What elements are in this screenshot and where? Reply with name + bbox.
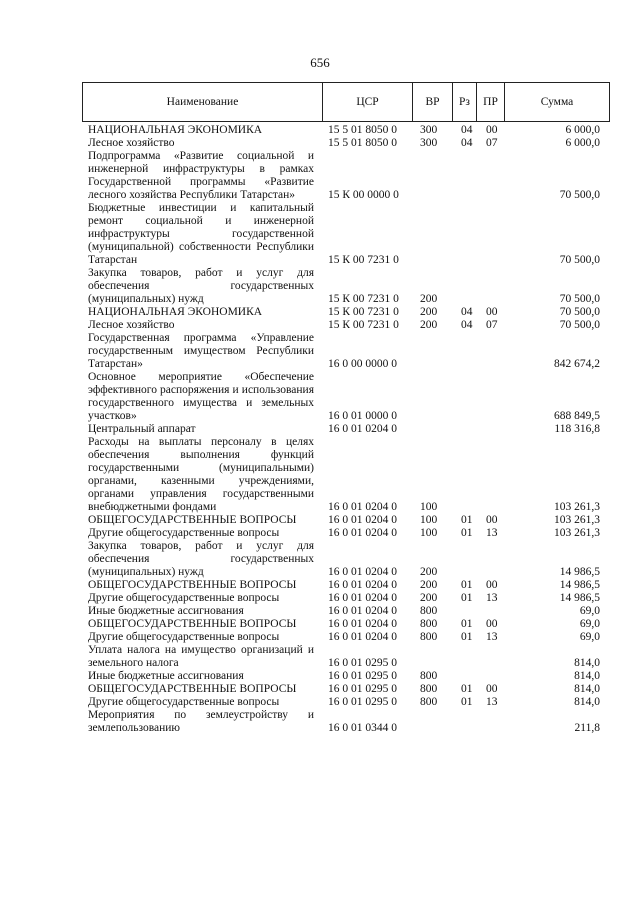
row-name: Подпрограмма «Развитие социальной и инженерной инфраструктуры в рамках Государственной программы «Развитие лесного хозяйства Республики Татарстан» xyxy=(88,150,314,201)
row-sum: 103 261,3 xyxy=(554,514,600,526)
row-name: Другие общегосударственные вопросы xyxy=(88,592,280,604)
row-pr: 00 xyxy=(486,579,498,591)
row-sum: 6 000,0 xyxy=(565,137,600,149)
header-rz: Рз xyxy=(453,83,477,121)
table-row xyxy=(88,527,600,540)
row-sum: 70 500,0 xyxy=(559,254,600,266)
row-csr: 15 5 01 8050 0 xyxy=(328,124,397,136)
row-sum: 814,0 xyxy=(574,670,600,682)
row-sum: 70 500,0 xyxy=(559,189,600,201)
row-pr: 13 xyxy=(486,527,498,539)
row-rz: 01 xyxy=(461,618,473,630)
row-rz: 01 xyxy=(461,579,473,591)
table-row xyxy=(88,332,600,371)
row-csr: 15 К 00 7231 0 xyxy=(328,293,399,305)
row-name: Государственная программа «Управление государственным имуществом Республики Татарстан» xyxy=(88,332,314,370)
row-csr: 16 0 01 0000 0 xyxy=(328,410,397,422)
row-vr: 800 xyxy=(420,631,438,643)
row-sum: 69,0 xyxy=(579,631,600,643)
row-sum: 14 986,5 xyxy=(559,592,600,604)
row-csr: 15 К 00 0000 0 xyxy=(328,189,399,201)
row-csr: 16 0 01 0295 0 xyxy=(328,657,397,669)
row-csr: 16 0 01 0204 0 xyxy=(328,618,397,630)
row-name: Другие общегосударственные вопросы xyxy=(88,631,280,643)
row-name: ОБЩЕГОСУДАРСТВЕННЫЕ ВОПРОСЫ xyxy=(88,618,297,630)
row-csr: 15 К 00 7231 0 xyxy=(328,306,399,318)
header-vr: ВР xyxy=(413,83,453,121)
row-csr: 16 0 01 0204 0 xyxy=(328,501,397,513)
table-row xyxy=(88,319,600,332)
row-name: Центральный аппарат xyxy=(88,423,196,435)
row-csr: 16 0 01 0204 0 xyxy=(328,592,397,604)
row-sum: 103 261,3 xyxy=(554,527,600,539)
row-name: Лесное хозяйство xyxy=(88,319,175,331)
table-row xyxy=(88,124,600,137)
row-vr: 200 xyxy=(420,319,438,331)
row-rz: 01 xyxy=(461,696,473,708)
row-csr: 16 0 01 0204 0 xyxy=(328,514,397,526)
row-pr: 00 xyxy=(486,124,498,136)
table-row xyxy=(88,150,600,202)
row-vr: 100 xyxy=(420,501,438,513)
table-body xyxy=(88,124,600,735)
row-vr: 800 xyxy=(420,696,438,708)
row-csr: 16 0 01 0204 0 xyxy=(328,566,397,578)
row-rz: 01 xyxy=(461,592,473,604)
row-vr: 200 xyxy=(420,306,438,318)
row-name: ОБЩЕГОСУДАРСТВЕННЫЕ ВОПРОСЫ xyxy=(88,683,297,695)
row-csr: 16 0 01 0204 0 xyxy=(328,527,397,539)
header-pr: ПР xyxy=(477,83,505,121)
table-row xyxy=(88,709,600,735)
row-sum: 6 000,0 xyxy=(565,124,600,136)
table-row xyxy=(88,618,600,631)
row-pr: 00 xyxy=(486,683,498,695)
row-sum: 814,0 xyxy=(574,657,600,669)
row-rz: 01 xyxy=(461,527,473,539)
row-rz: 04 xyxy=(461,319,473,331)
row-name: Мероприятия по землеустройству и землепользованию xyxy=(88,709,314,734)
row-vr: 200 xyxy=(420,592,438,604)
row-name: НАЦИОНАЛЬНАЯ ЭКОНОМИКА xyxy=(88,124,263,136)
row-rz: 01 xyxy=(461,631,473,643)
row-name: ОБЩЕГОСУДАРСТВЕННЫЕ ВОПРОСЫ xyxy=(88,579,297,591)
header-sum: Сумма xyxy=(540,96,574,108)
page-number: 656 xyxy=(310,55,330,70)
header-csr: ЦСР xyxy=(323,83,413,121)
row-vr: 800 xyxy=(420,670,438,682)
row-csr: 16 0 01 0204 0 xyxy=(328,423,397,435)
row-vr: 100 xyxy=(420,514,438,526)
row-sum: 842 674,2 xyxy=(554,358,600,370)
row-sum: 688 849,5 xyxy=(554,410,600,422)
table-row xyxy=(88,514,600,527)
table-row xyxy=(88,267,600,306)
row-sum: 69,0 xyxy=(579,618,600,630)
table-row xyxy=(88,423,600,436)
row-pr: 13 xyxy=(486,696,498,708)
row-csr: 15 К 00 7231 0 xyxy=(328,254,399,266)
table-row xyxy=(88,644,600,670)
row-name: Основное мероприятие «Обеспечение эффективного распоряжения и использования государственного имущества и земельных участков» xyxy=(88,371,314,422)
row-rz: 04 xyxy=(461,124,473,136)
row-csr: 16 0 01 0295 0 xyxy=(328,683,397,695)
table-row xyxy=(88,579,600,592)
table-row xyxy=(88,605,600,618)
row-sum: 70 500,0 xyxy=(559,293,600,305)
table-row xyxy=(88,371,600,423)
table-row xyxy=(88,436,600,514)
row-sum: 14 986,5 xyxy=(559,579,600,591)
row-csr: 16 0 01 0295 0 xyxy=(328,696,397,708)
row-vr: 800 xyxy=(420,683,438,695)
row-name: Другие общегосударственные вопросы xyxy=(88,527,280,539)
table-row xyxy=(88,306,600,319)
row-pr: 13 xyxy=(486,592,498,604)
row-pr: 00 xyxy=(486,514,498,526)
row-sum: 814,0 xyxy=(574,683,600,695)
row-vr: 800 xyxy=(420,605,438,617)
row-sum: 814,0 xyxy=(574,696,600,708)
table-row xyxy=(88,202,600,267)
row-name: Закупка товаров, работ и услуг для обеспечения государственных (муниципальных) нужд xyxy=(88,267,314,305)
row-pr: 00 xyxy=(486,618,498,630)
row-rz: 04 xyxy=(461,306,473,318)
row-vr: 300 xyxy=(420,137,438,149)
row-pr: 00 xyxy=(486,306,498,318)
row-sum: 70 500,0 xyxy=(559,319,600,331)
table-row xyxy=(88,137,600,150)
row-sum: 69,0 xyxy=(579,605,600,617)
row-sum: 103 261,3 xyxy=(554,501,600,513)
row-rz: 04 xyxy=(461,137,473,149)
row-name: Лесное хозяйство xyxy=(88,137,175,149)
row-pr: 13 xyxy=(486,631,498,643)
row-name: Бюджетные инвестиции и капитальный ремонт социальной и инженерной инфраструктуры государственной (муниципальной) собственности Республики Татарстан xyxy=(88,202,314,266)
table-header xyxy=(82,82,610,122)
row-name: Иные бюджетные ассигнования xyxy=(88,670,244,682)
row-vr: 200 xyxy=(420,566,438,578)
row-name: Уплата налога на имущество организаций и земельного налога xyxy=(88,644,314,669)
row-vr: 200 xyxy=(420,293,438,305)
row-pr: 07 xyxy=(486,137,498,149)
row-sum: 70 500,0 xyxy=(559,306,600,318)
row-vr: 300 xyxy=(420,124,438,136)
row-name: НАЦИОНАЛЬНАЯ ЭКОНОМИКА xyxy=(88,306,263,318)
table-row xyxy=(88,631,600,644)
row-sum: 118 316,8 xyxy=(554,423,600,435)
row-rz: 01 xyxy=(461,514,473,526)
table-row xyxy=(88,540,600,579)
row-csr: 15 5 01 8050 0 xyxy=(328,137,397,149)
table-row xyxy=(88,670,600,683)
row-vr: 100 xyxy=(420,527,438,539)
table-row xyxy=(88,592,600,605)
row-rz: 01 xyxy=(461,683,473,695)
row-csr: 16 0 01 0204 0 xyxy=(328,631,397,643)
table-row xyxy=(88,683,600,696)
row-csr: 16 0 01 0344 0 xyxy=(328,722,397,734)
row-name: Расходы на выплаты персоналу в целях обеспечения выполнения функций государственными (муниципальными) органами, казенными учреждениями, органами управления государственными внебюджетными фондами xyxy=(88,436,314,513)
row-csr: 16 0 01 0204 0 xyxy=(328,605,397,617)
row-vr: 200 xyxy=(420,579,438,591)
row-csr: 16 0 01 0204 0 xyxy=(328,579,397,591)
row-sum: 211,8 xyxy=(574,722,600,734)
row-csr: 16 0 01 0295 0 xyxy=(328,670,397,682)
row-pr: 07 xyxy=(486,319,498,331)
row-csr: 15 К 00 7231 0 xyxy=(328,319,399,331)
row-name: Иные бюджетные ассигнования xyxy=(88,605,244,617)
row-sum: 14 986,5 xyxy=(559,566,600,578)
header-name: Наименование xyxy=(83,83,323,121)
table-row xyxy=(88,696,600,709)
row-vr: 800 xyxy=(420,618,438,630)
row-name: Закупка товаров, работ и услуг для обеспечения государственных (муниципальных) нужд xyxy=(88,540,314,578)
row-csr: 16 0 00 0000 0 xyxy=(328,358,397,370)
row-name: ОБЩЕГОСУДАРСТВЕННЫЕ ВОПРОСЫ xyxy=(88,514,297,526)
row-name: Другие общегосударственные вопросы xyxy=(88,696,280,708)
